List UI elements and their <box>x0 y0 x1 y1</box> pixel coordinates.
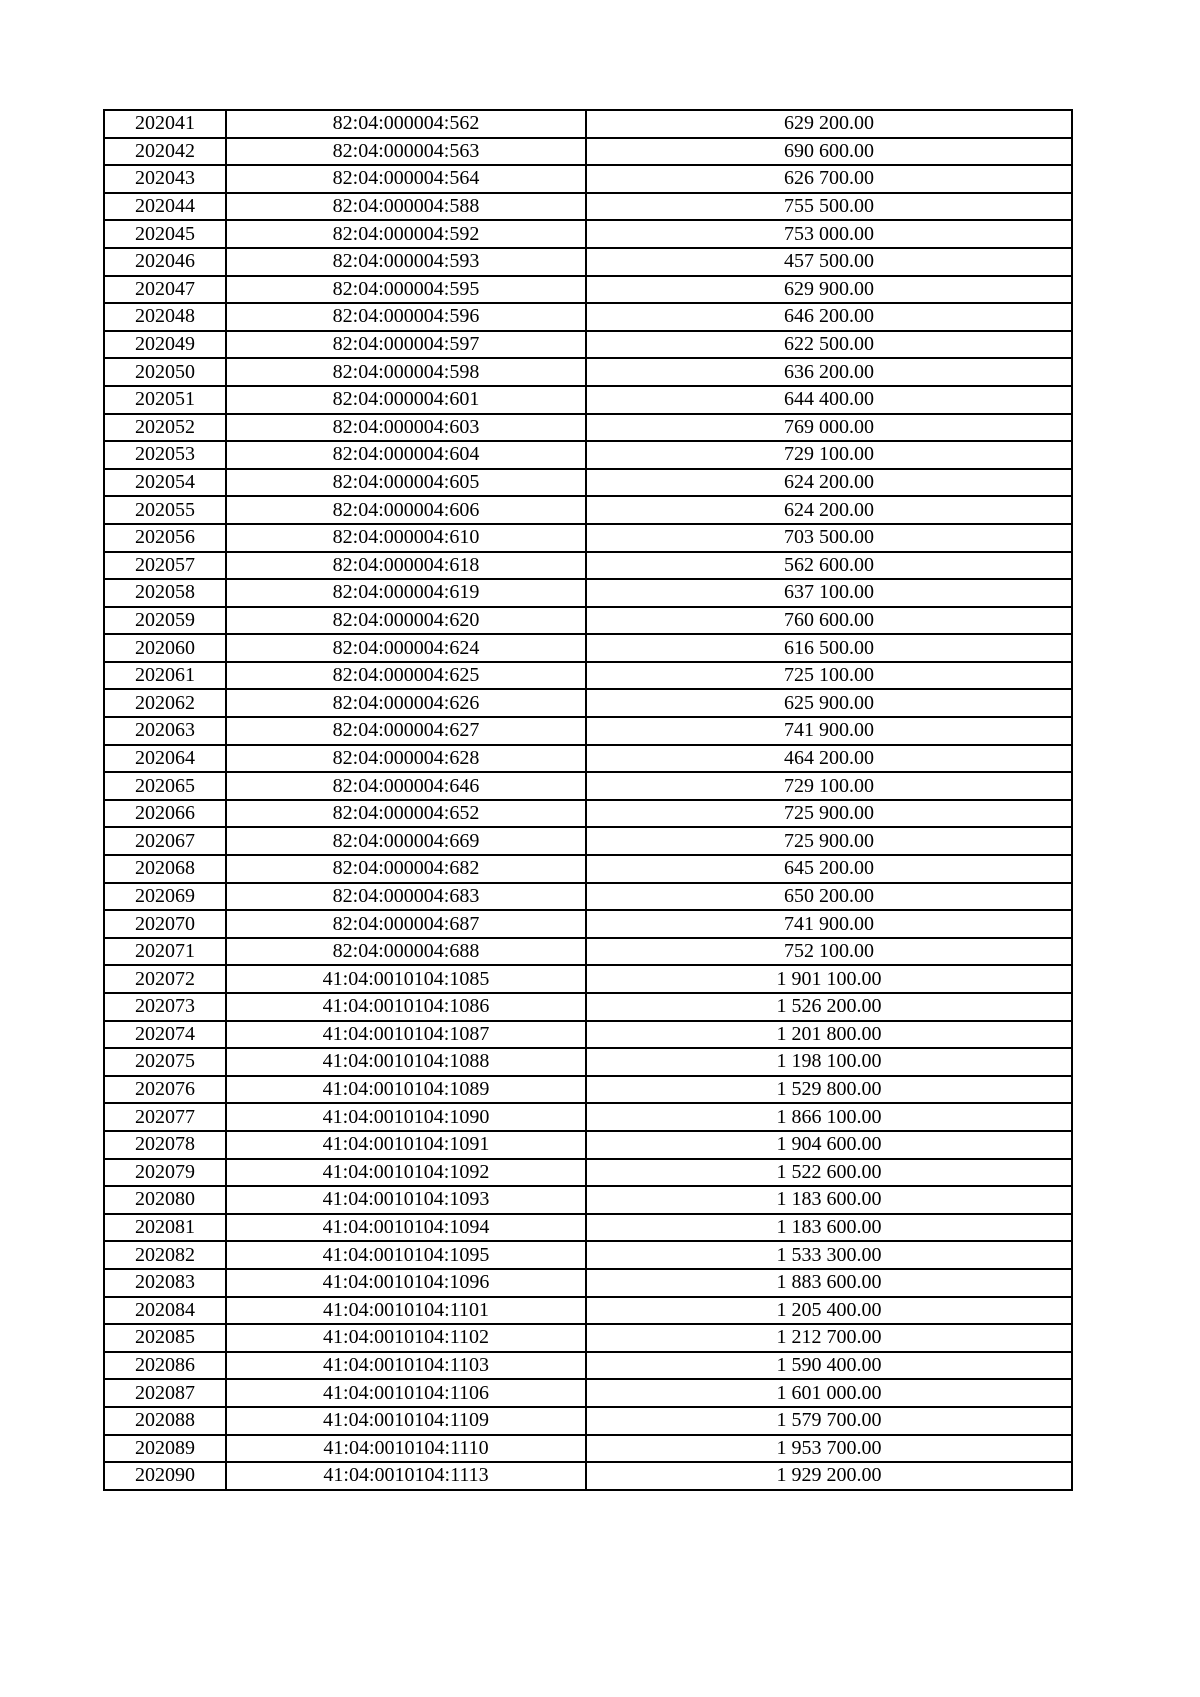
table-row <box>104 1379 1072 1407</box>
cadastral-number-cell: 82:04:000004:592 <box>226 220 586 248</box>
table-row <box>104 1186 1072 1214</box>
row-number-cell: 202043 <box>104 165 226 193</box>
row-number-cell: 202084 <box>104 1297 226 1325</box>
cadastral-number-cell: 41:04:0010104:1106 <box>226 1379 586 1407</box>
row-number-cell: 202044 <box>104 193 226 221</box>
cadastral-number-cell: 82:04:000004:596 <box>226 303 586 331</box>
cadastral-number-cell: 41:04:0010104:1113 <box>226 1462 586 1490</box>
value-cell: 725 900.00 <box>586 800 1072 828</box>
value-cell: 729 100.00 <box>586 772 1072 800</box>
table-row <box>104 607 1072 635</box>
row-number-cell: 202089 <box>104 1435 226 1463</box>
cadastral-number-cell: 41:04:0010104:1089 <box>226 1076 586 1104</box>
cadastral-number-cell: 82:04:000004:563 <box>226 138 586 166</box>
row-number-cell: 202064 <box>104 745 226 773</box>
value-cell: 1 866 100.00 <box>586 1103 1072 1131</box>
table-row <box>104 1131 1072 1159</box>
value-cell: 645 200.00 <box>586 855 1072 883</box>
value-cell: 725 900.00 <box>586 827 1072 855</box>
cadastral-number-cell: 41:04:0010104:1102 <box>226 1324 586 1352</box>
row-number-cell: 202077 <box>104 1103 226 1131</box>
cadastral-number-cell: 41:04:0010104:1087 <box>226 1021 586 1049</box>
cadastral-number-cell: 82:04:000004:610 <box>226 524 586 552</box>
table-row <box>104 138 1072 166</box>
cadastral-number-cell: 82:04:000004:564 <box>226 165 586 193</box>
cadastral-number-cell: 82:04:000004:646 <box>226 772 586 800</box>
cadastral-number-cell: 41:04:0010104:1110 <box>226 1435 586 1463</box>
table-row <box>104 1297 1072 1325</box>
value-cell: 1 929 200.00 <box>586 1462 1072 1490</box>
row-number-cell: 202087 <box>104 1379 226 1407</box>
value-cell: 625 900.00 <box>586 689 1072 717</box>
table-row <box>104 524 1072 552</box>
cadastral-number-cell: 82:04:000004:624 <box>226 634 586 662</box>
value-cell: 637 100.00 <box>586 579 1072 607</box>
table-row <box>104 1103 1072 1131</box>
value-cell: 616 500.00 <box>586 634 1072 662</box>
value-cell: 752 100.00 <box>586 938 1072 966</box>
table-row <box>104 303 1072 331</box>
table-row <box>104 469 1072 497</box>
table-row <box>104 1048 1072 1076</box>
cadastral-number-cell: 41:04:0010104:1109 <box>226 1407 586 1435</box>
row-number-cell: 202071 <box>104 938 226 966</box>
table-row <box>104 800 1072 828</box>
value-cell: 650 200.00 <box>586 883 1072 911</box>
cadastral-number-cell: 82:04:000004:618 <box>226 552 586 580</box>
row-number-cell: 202070 <box>104 910 226 938</box>
row-number-cell: 202078 <box>104 1131 226 1159</box>
value-cell: 1 601 000.00 <box>586 1379 1072 1407</box>
row-number-cell: 202076 <box>104 1076 226 1104</box>
row-number-cell: 202086 <box>104 1352 226 1380</box>
table-row <box>104 1214 1072 1242</box>
table-row <box>104 414 1072 442</box>
value-cell: 1 198 100.00 <box>586 1048 1072 1076</box>
value-cell: 690 600.00 <box>586 138 1072 166</box>
table-row <box>104 496 1072 524</box>
row-number-cell: 202057 <box>104 552 226 580</box>
table-row <box>104 1352 1072 1380</box>
cadastral-number-cell: 41:04:0010104:1091 <box>226 1131 586 1159</box>
table-row <box>104 883 1072 911</box>
value-cell: 741 900.00 <box>586 910 1072 938</box>
value-cell: 624 200.00 <box>586 496 1072 524</box>
cadastral-number-cell: 41:04:0010104:1092 <box>226 1159 586 1187</box>
row-number-cell: 202074 <box>104 1021 226 1049</box>
value-cell: 1 529 800.00 <box>586 1076 1072 1104</box>
value-cell: 1 183 600.00 <box>586 1214 1072 1242</box>
table-row <box>104 1269 1072 1297</box>
table-row <box>104 1076 1072 1104</box>
cadastral-number-cell: 82:04:000004:626 <box>226 689 586 717</box>
cadastral-number-cell: 82:04:000004:687 <box>226 910 586 938</box>
table-row <box>104 552 1072 580</box>
cadastral-number-cell: 82:04:000004:605 <box>226 469 586 497</box>
table-row <box>104 938 1072 966</box>
row-number-cell: 202061 <box>104 662 226 690</box>
value-cell: 755 500.00 <box>586 193 1072 221</box>
cadastral-number-cell: 41:04:0010104:1085 <box>226 965 586 993</box>
value-cell: 1 953 700.00 <box>586 1435 1072 1463</box>
value-cell: 760 600.00 <box>586 607 1072 635</box>
row-number-cell: 202052 <box>104 414 226 442</box>
value-cell: 646 200.00 <box>586 303 1072 331</box>
row-number-cell: 202060 <box>104 634 226 662</box>
row-number-cell: 202066 <box>104 800 226 828</box>
table-row <box>104 358 1072 386</box>
row-number-cell: 202062 <box>104 689 226 717</box>
row-number-cell: 202053 <box>104 441 226 469</box>
row-number-cell: 202059 <box>104 607 226 635</box>
value-cell: 1 901 100.00 <box>586 965 1072 993</box>
table-row <box>104 717 1072 745</box>
table-row <box>104 1159 1072 1187</box>
row-number-cell: 202055 <box>104 496 226 524</box>
value-cell: 464 200.00 <box>586 745 1072 773</box>
table-row <box>104 193 1072 221</box>
value-cell: 626 700.00 <box>586 165 1072 193</box>
table-row <box>104 662 1072 690</box>
table-row <box>104 386 1072 414</box>
cadastral-number-cell: 82:04:000004:619 <box>226 579 586 607</box>
table-row <box>104 1407 1072 1435</box>
table-row <box>104 827 1072 855</box>
row-number-cell: 202046 <box>104 248 226 276</box>
value-cell: 457 500.00 <box>586 248 1072 276</box>
table-row <box>104 772 1072 800</box>
row-number-cell: 202065 <box>104 772 226 800</box>
cadastral-number-cell: 82:04:000004:603 <box>226 414 586 442</box>
table-row <box>104 331 1072 359</box>
table-row <box>104 110 1072 138</box>
value-cell: 753 000.00 <box>586 220 1072 248</box>
table-row <box>104 220 1072 248</box>
row-number-cell: 202051 <box>104 386 226 414</box>
value-cell: 644 400.00 <box>586 386 1072 414</box>
cadastral-number-cell: 82:04:000004:683 <box>226 883 586 911</box>
table-row <box>104 855 1072 883</box>
value-cell: 729 100.00 <box>586 441 1072 469</box>
value-cell: 769 000.00 <box>586 414 1072 442</box>
value-cell: 629 200.00 <box>586 110 1072 138</box>
row-number-cell: 202090 <box>104 1462 226 1490</box>
cadastral-number-cell: 41:04:0010104:1095 <box>226 1241 586 1269</box>
table-row <box>104 965 1072 993</box>
row-number-cell: 202056 <box>104 524 226 552</box>
row-number-cell: 202082 <box>104 1241 226 1269</box>
row-number-cell: 202085 <box>104 1324 226 1352</box>
row-number-cell: 202050 <box>104 358 226 386</box>
value-cell: 562 600.00 <box>586 552 1072 580</box>
table-row <box>104 579 1072 607</box>
value-cell: 624 200.00 <box>586 469 1072 497</box>
cadastral-number-cell: 82:04:000004:682 <box>226 855 586 883</box>
cadastral-number-cell: 41:04:0010104:1086 <box>226 993 586 1021</box>
row-number-cell: 202048 <box>104 303 226 331</box>
value-cell: 629 900.00 <box>586 276 1072 304</box>
row-number-cell: 202042 <box>104 138 226 166</box>
value-cell: 1 526 200.00 <box>586 993 1072 1021</box>
row-number-cell: 202067 <box>104 827 226 855</box>
table-row <box>104 910 1072 938</box>
table-row <box>104 634 1072 662</box>
table-row <box>104 745 1072 773</box>
row-number-cell: 202063 <box>104 717 226 745</box>
value-cell: 725 100.00 <box>586 662 1072 690</box>
table-row <box>104 276 1072 304</box>
value-cell: 1 201 800.00 <box>586 1021 1072 1049</box>
cadastral-number-cell: 82:04:000004:595 <box>226 276 586 304</box>
table-row <box>104 1435 1072 1463</box>
row-number-cell: 202069 <box>104 883 226 911</box>
row-number-cell: 202058 <box>104 579 226 607</box>
table-body <box>104 110 1072 1490</box>
table-row <box>104 165 1072 193</box>
table-row <box>104 1462 1072 1490</box>
row-number-cell: 202080 <box>104 1186 226 1214</box>
cadastral-number-cell: 82:04:000004:601 <box>226 386 586 414</box>
row-number-cell: 202073 <box>104 993 226 1021</box>
row-number-cell: 202045 <box>104 220 226 248</box>
value-cell: 622 500.00 <box>586 331 1072 359</box>
row-number-cell: 202041 <box>104 110 226 138</box>
value-cell: 1 590 400.00 <box>586 1352 1072 1380</box>
cadastral-number-cell: 82:04:000004:597 <box>226 331 586 359</box>
cadastral-number-cell: 82:04:000004:598 <box>226 358 586 386</box>
table-row <box>104 993 1072 1021</box>
cadastral-number-cell: 41:04:0010104:1090 <box>226 1103 586 1131</box>
cadastral-number-cell: 41:04:0010104:1103 <box>226 1352 586 1380</box>
table-row <box>104 1241 1072 1269</box>
row-number-cell: 202088 <box>104 1407 226 1435</box>
table-row <box>104 689 1072 717</box>
value-cell: 1 522 600.00 <box>586 1159 1072 1187</box>
row-number-cell: 202049 <box>104 331 226 359</box>
cadastral-number-cell: 41:04:0010104:1094 <box>226 1214 586 1242</box>
row-number-cell: 202068 <box>104 855 226 883</box>
value-cell: 1 579 700.00 <box>586 1407 1072 1435</box>
cadastral-number-cell: 82:04:000004:620 <box>226 607 586 635</box>
cadastral-number-cell: 41:04:0010104:1101 <box>226 1297 586 1325</box>
table-row <box>104 441 1072 469</box>
value-cell: 741 900.00 <box>586 717 1072 745</box>
cadastral-number-cell: 82:04:000004:562 <box>226 110 586 138</box>
row-number-cell: 202047 <box>104 276 226 304</box>
table-row <box>104 248 1072 276</box>
value-cell: 1 212 700.00 <box>586 1324 1072 1352</box>
row-number-cell: 202081 <box>104 1214 226 1242</box>
row-number-cell: 202072 <box>104 965 226 993</box>
value-cell: 1 533 300.00 <box>586 1241 1072 1269</box>
value-cell: 636 200.00 <box>586 358 1072 386</box>
row-number-cell: 202083 <box>104 1269 226 1297</box>
cadastral-number-cell: 41:04:0010104:1096 <box>226 1269 586 1297</box>
cadastral-number-cell: 82:04:000004:669 <box>226 827 586 855</box>
cadastral-number-cell: 82:04:000004:625 <box>226 662 586 690</box>
cadastral-number-cell: 41:04:0010104:1088 <box>226 1048 586 1076</box>
cadastral-number-cell: 82:04:000004:688 <box>226 938 586 966</box>
row-number-cell: 202054 <box>104 469 226 497</box>
cadastral-number-cell: 82:04:000004:627 <box>226 717 586 745</box>
row-number-cell: 202075 <box>104 1048 226 1076</box>
data-table <box>103 109 1073 1491</box>
value-cell: 1 883 600.00 <box>586 1269 1072 1297</box>
table-row <box>104 1021 1072 1049</box>
row-number-cell: 202079 <box>104 1159 226 1187</box>
value-cell: 1 183 600.00 <box>586 1186 1072 1214</box>
cadastral-number-cell: 82:04:000004:606 <box>226 496 586 524</box>
value-cell: 1 904 600.00 <box>586 1131 1072 1159</box>
value-cell: 703 500.00 <box>586 524 1072 552</box>
cadastral-number-cell: 41:04:0010104:1093 <box>226 1186 586 1214</box>
cadastral-number-cell: 82:04:000004:604 <box>226 441 586 469</box>
cadastral-number-cell: 82:04:000004:652 <box>226 800 586 828</box>
table-row <box>104 1324 1072 1352</box>
cadastral-number-cell: 82:04:000004:593 <box>226 248 586 276</box>
cadastral-number-cell: 82:04:000004:628 <box>226 745 586 773</box>
value-cell: 1 205 400.00 <box>586 1297 1072 1325</box>
cadastral-number-cell: 82:04:000004:588 <box>226 193 586 221</box>
